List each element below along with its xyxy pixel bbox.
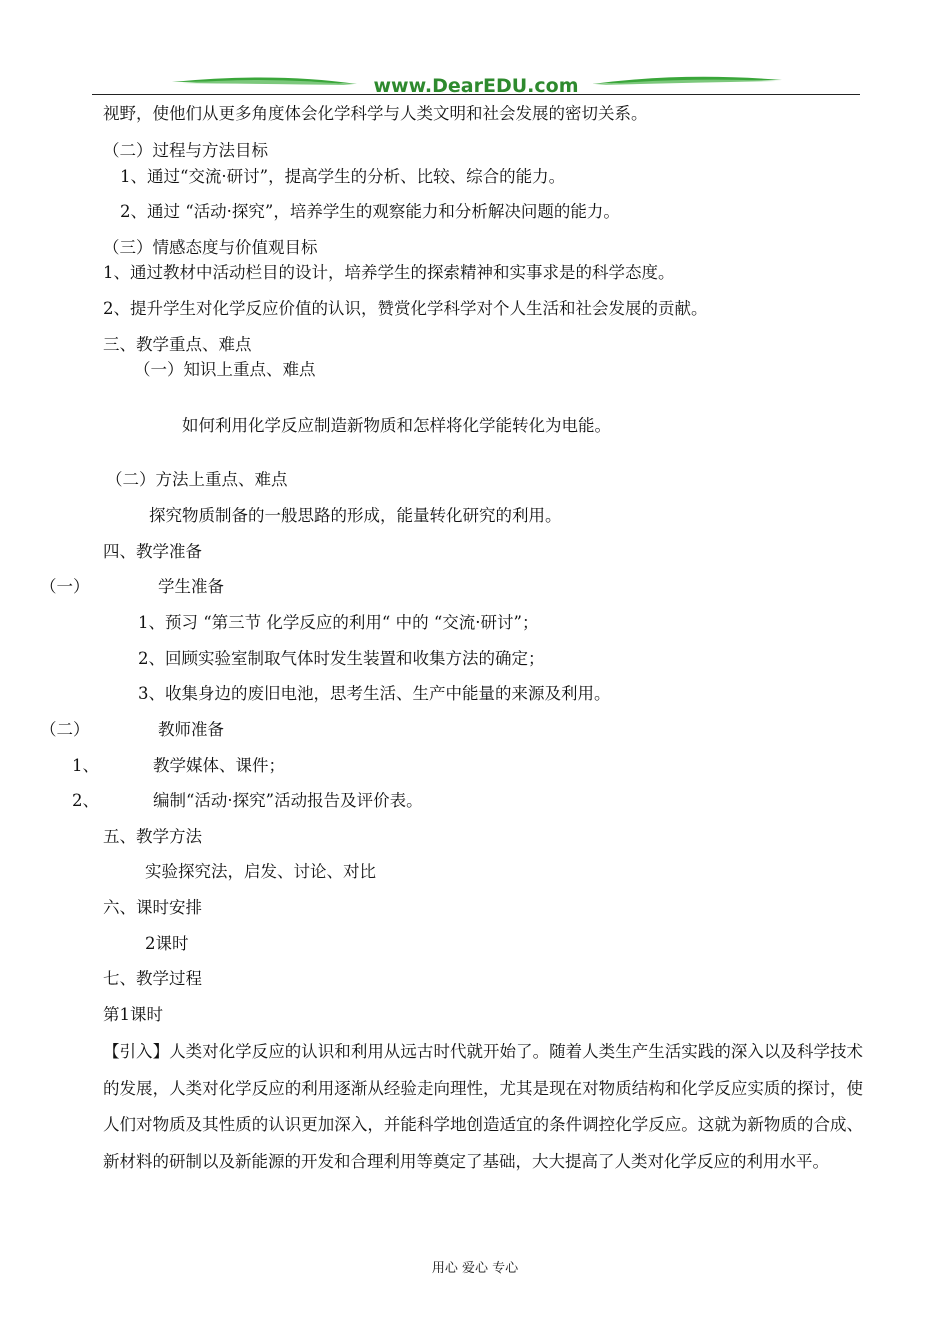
intro-paragraph: 【引入】人类对化学反应的认识和利用从远古时代就开始了。随着人类生产生活实践的深入以及科学技术的发展，人类对化学反应的利用逐渐从经验走向理性，尤其是现在对物质结构和化学反应实质的探讨，使人们对物质及其性质的认识更加深入，并能科学地创造适宜的条件调控化学反应。这就为新物质的合成、新材料的研制以及新能源的开发和合理利用等奠定了基础，大大提高了人类对化学反应的利用水平。 [103, 1042, 863, 1171]
text-line: 视野，使他们从更多角度体会化学科学与人类文明和社会发展的密切关系。 [103, 104, 648, 123]
section-heading: 四、教学准备 [103, 542, 202, 561]
site-logo [92, 70, 862, 100]
text-line: 1、通过“交流·研讨”，提高学生的分析、比较、综合的能力。 [120, 167, 566, 186]
section-heading: 五、教学方法 [103, 827, 202, 846]
text-line: 探究物质制备的一般思路的形成，能量转化研究的利用。 [149, 506, 562, 525]
section-heading: 六、课时安排 [103, 898, 202, 917]
section-heading: （二）过程与方法目标 [103, 141, 268, 160]
text-line: 2、回顾实验室制取气体时发生装置和收集方法的确定； [138, 649, 545, 668]
text-line: 教学媒体、课件； [153, 756, 285, 775]
site-name: www.DearEDU.com [373, 75, 579, 97]
list-marker: 2、 [72, 791, 99, 810]
section-heading: （一）知识上重点、难点 [134, 360, 316, 379]
page-footer: 用心 爱心 专心 [431, 1261, 519, 1276]
list-marker: 1、 [72, 756, 99, 775]
text-line: 3、收集身边的废旧电池，思考生活、生产中能量的来源及利用。 [138, 684, 611, 703]
text-line: 如何利用化学反应制造新物质和怎样将化学能转化为电能。 [182, 416, 611, 435]
page-header [92, 70, 862, 100]
header-rule [92, 94, 860, 95]
text-line: 1、预习 “第三节 化学反应的利用“ 中的 “交流·研讨”； [138, 613, 539, 632]
section-heading: 三、教学重点、难点 [103, 335, 252, 354]
text-line: 2、提升学生对化学反应价值的认识，赞赏化学科学对个人生活和社会发展的贡献。 [103, 299, 708, 318]
section-heading: 学生准备 [158, 577, 224, 596]
section-heading: 七、教学过程 [103, 969, 202, 988]
section-heading: （三）情感态度与价值观目标 [103, 238, 318, 257]
section-heading: （二）方法上重点、难点 [106, 470, 288, 489]
text-line: 编制“活动·探究”活动报告及评价表。 [153, 791, 423, 810]
text-line: 1、通过教材中活动栏目的设计，培养学生的探索精神和实事求是的科学态度。 [103, 263, 675, 282]
list-marker: （一） [40, 577, 90, 596]
list-marker: （二） [40, 720, 90, 739]
text-line: 实验探究法，启发、讨论、对比 [145, 862, 376, 881]
text-line: 2、通过 “活动·探究”，培养学生的观察能力和分析解决问题的能力。 [120, 202, 620, 221]
text-line: 2课时 [145, 934, 189, 953]
section-heading: 教师准备 [158, 720, 224, 739]
lesson-label: 第1课时 [103, 1005, 163, 1024]
